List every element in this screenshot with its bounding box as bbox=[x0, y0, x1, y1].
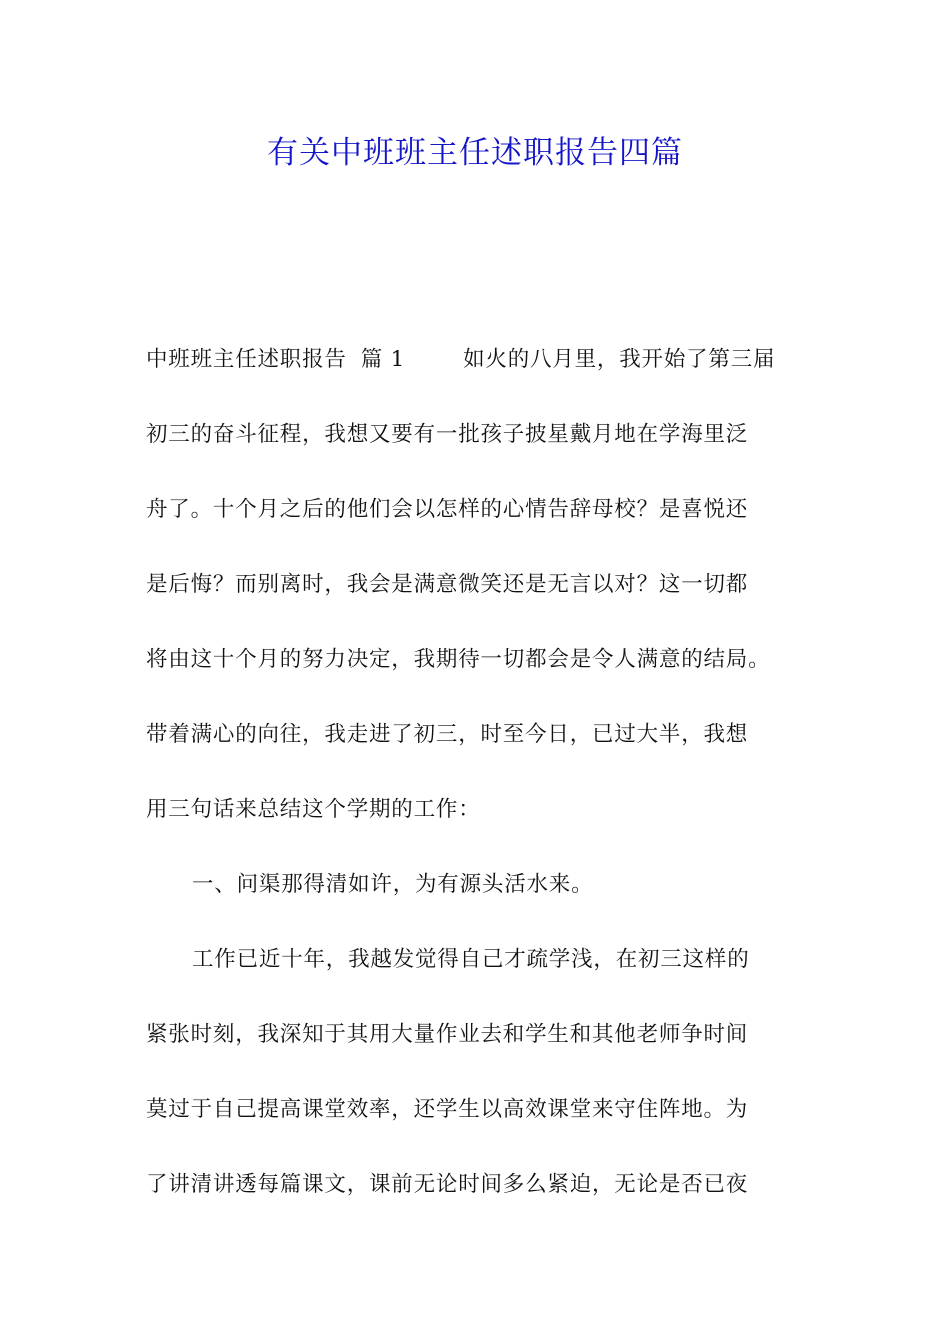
document-title: 有关中班班主任述职报告四篇 bbox=[267, 135, 683, 171]
body-line-1 bbox=[146, 340, 816, 415]
subheading-line: 一、问渠那得清如许，为有源头活水来。 bbox=[192, 872, 594, 897]
body-text-line: 了讲清讲透每篇课文，课前无论时间多么紧迫，无论是否已夜 bbox=[146, 1172, 749, 1197]
body-text-line: 如火的八月里，我开始了第三届 bbox=[463, 347, 776, 372]
body-text-line: 莫过于自己提高课堂效率，还学生以高效课堂来守住阵地。为 bbox=[146, 1097, 749, 1122]
body-text-line: 紧张时刻，我深知于其用大量作业去和学生和其他老师争时间 bbox=[146, 1022, 749, 1047]
body-text-line: 用三句话来总结这个学期的工作： bbox=[146, 797, 481, 822]
section-heading: 中班班主任述职报告 bbox=[146, 347, 347, 372]
body-text-line: 初三的奋斗征程，我想又要有一批孩子披星戴月地在学海里泛 bbox=[146, 422, 749, 447]
document-body bbox=[146, 340, 816, 1240]
body-text-line: 是后悔？而别离时，我会是满意微笑还是无言以对？这一切都 bbox=[146, 572, 749, 597]
body-text-line: 带着满心的向往，我走进了初三，时至今日，已过大半，我想 bbox=[146, 722, 749, 747]
paragraph-start-line: 工作已近十年，我越发觉得自己才疏学浅，在初三这样的 bbox=[192, 947, 750, 972]
body-text-line: 舟了。十个月之后的他们会以怎样的心情告辞母校？是喜悦还 bbox=[146, 497, 749, 522]
section-number: 篇 1 bbox=[360, 347, 406, 372]
body-text-line: 将由这十个月的努力决定，我期待一切都会是令人满意的结局。 bbox=[146, 647, 771, 672]
